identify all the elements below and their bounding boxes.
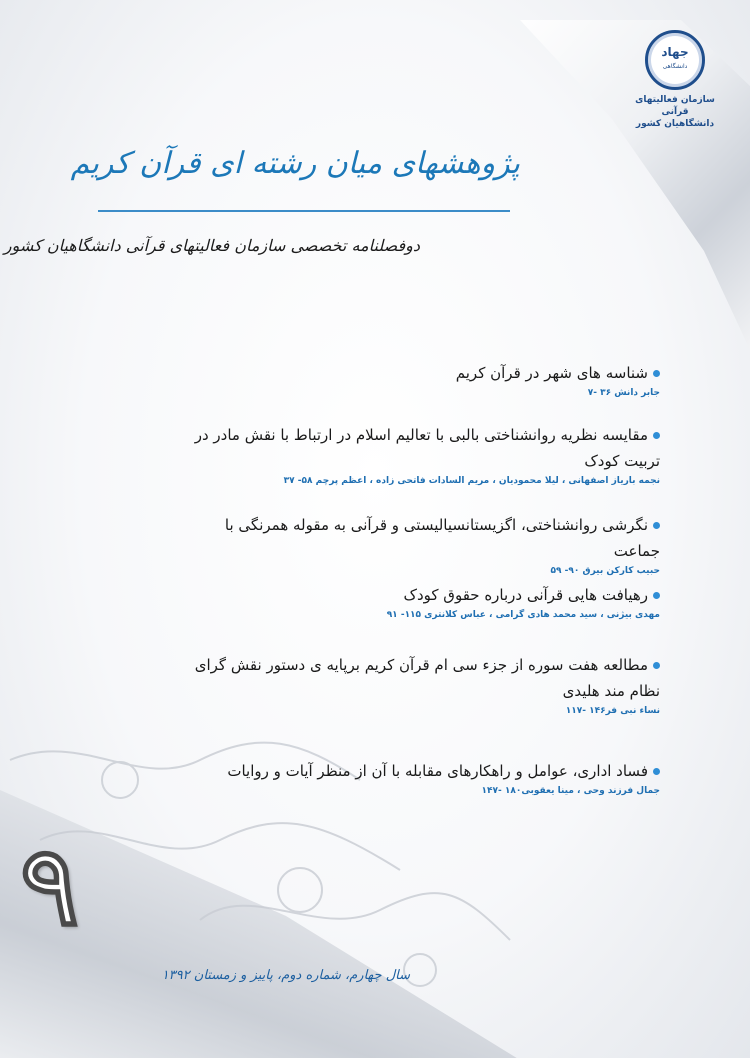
article-item <box>180 652 660 716</box>
article-title: مقایسه نظریه روانشناختی بالبی با تعالیم اسلام در ارتباط با نقش مادر در تربیت کودک <box>194 426 660 470</box>
journal-title: پژوهشهای میان رشته ای قرآن کریم <box>70 146 520 181</box>
journal-subtitle: دوفصلنامه تخصصی سازمان فعالیتهای قرآنی دانشگاهیان کشور <box>3 236 420 255</box>
bullet-icon <box>653 370 660 377</box>
article-item <box>180 582 660 620</box>
article-title: رهیافت هایی قرآنی درباره حقوق کودک <box>403 586 648 604</box>
article-title: شناسه های شهر در قرآن کریم <box>455 364 648 382</box>
title-divider <box>98 210 510 212</box>
jahad-emblem-icon <box>645 30 705 90</box>
article-authors: مهدی بیژنی ، سید محمد هادی گرامی ، عباس کلانتری ۱۱۵- ۹۱ <box>386 610 660 620</box>
bullet-icon <box>653 592 660 599</box>
bullet-icon <box>653 662 660 669</box>
issue-number: ۹ <box>20 821 80 950</box>
article-item <box>180 422 660 486</box>
logo-word: جهاد <box>661 45 689 59</box>
article-authors: جابر دانش ۳۶ -۷ <box>587 388 660 398</box>
article-authors: حبیب کارکن بیرق ۹۰- ۵۹ <box>550 566 660 576</box>
article-item <box>180 758 660 796</box>
article-item <box>180 512 660 576</box>
article-authors: نساء نبی فر۱۴۶ -۱۱۷ <box>565 706 660 716</box>
article-title: مطالعه هفت سوره از جزء سی ام قرآن کریم برپایه ی دستور نقش گرای نظام مند هلیدی <box>194 656 660 700</box>
article-title: نگرشی روانشناختی، اگزیستانسیالیستی و قرآنی به مقوله همرنگی با جماعت <box>224 516 660 560</box>
publisher-logo <box>620 30 730 130</box>
bullet-icon <box>653 432 660 439</box>
logo-caption-line2: دانشگاهیان کشور <box>635 119 715 129</box>
logo-sub: دانشگاهی <box>662 63 688 70</box>
article-authors: نجمه باریاز اصفهانی ، لیلا محمودیان ، مریم السادات فاتحی زاده ، اعظم پرچم ۵۸- ۳۷ <box>283 476 660 486</box>
logo-caption <box>620 94 730 130</box>
bullet-icon <box>653 522 660 529</box>
bullet-icon <box>653 768 660 775</box>
issue-info: سال چهارم، شماره دوم، پاییز و زمستان ۱۳۹۲ <box>161 968 410 983</box>
article-title: فساد اداری، عوامل و راهکارهای مقابله با آن از منظر آیات و روایات <box>227 762 648 780</box>
logo-caption-line1: سازمان فعالیتهای قرآنی <box>635 95 715 117</box>
article-authors: جمال فرزند وحی ، مینا یعقوبی۱۸۰ -۱۴۷ <box>481 786 660 796</box>
article-item <box>180 360 660 398</box>
